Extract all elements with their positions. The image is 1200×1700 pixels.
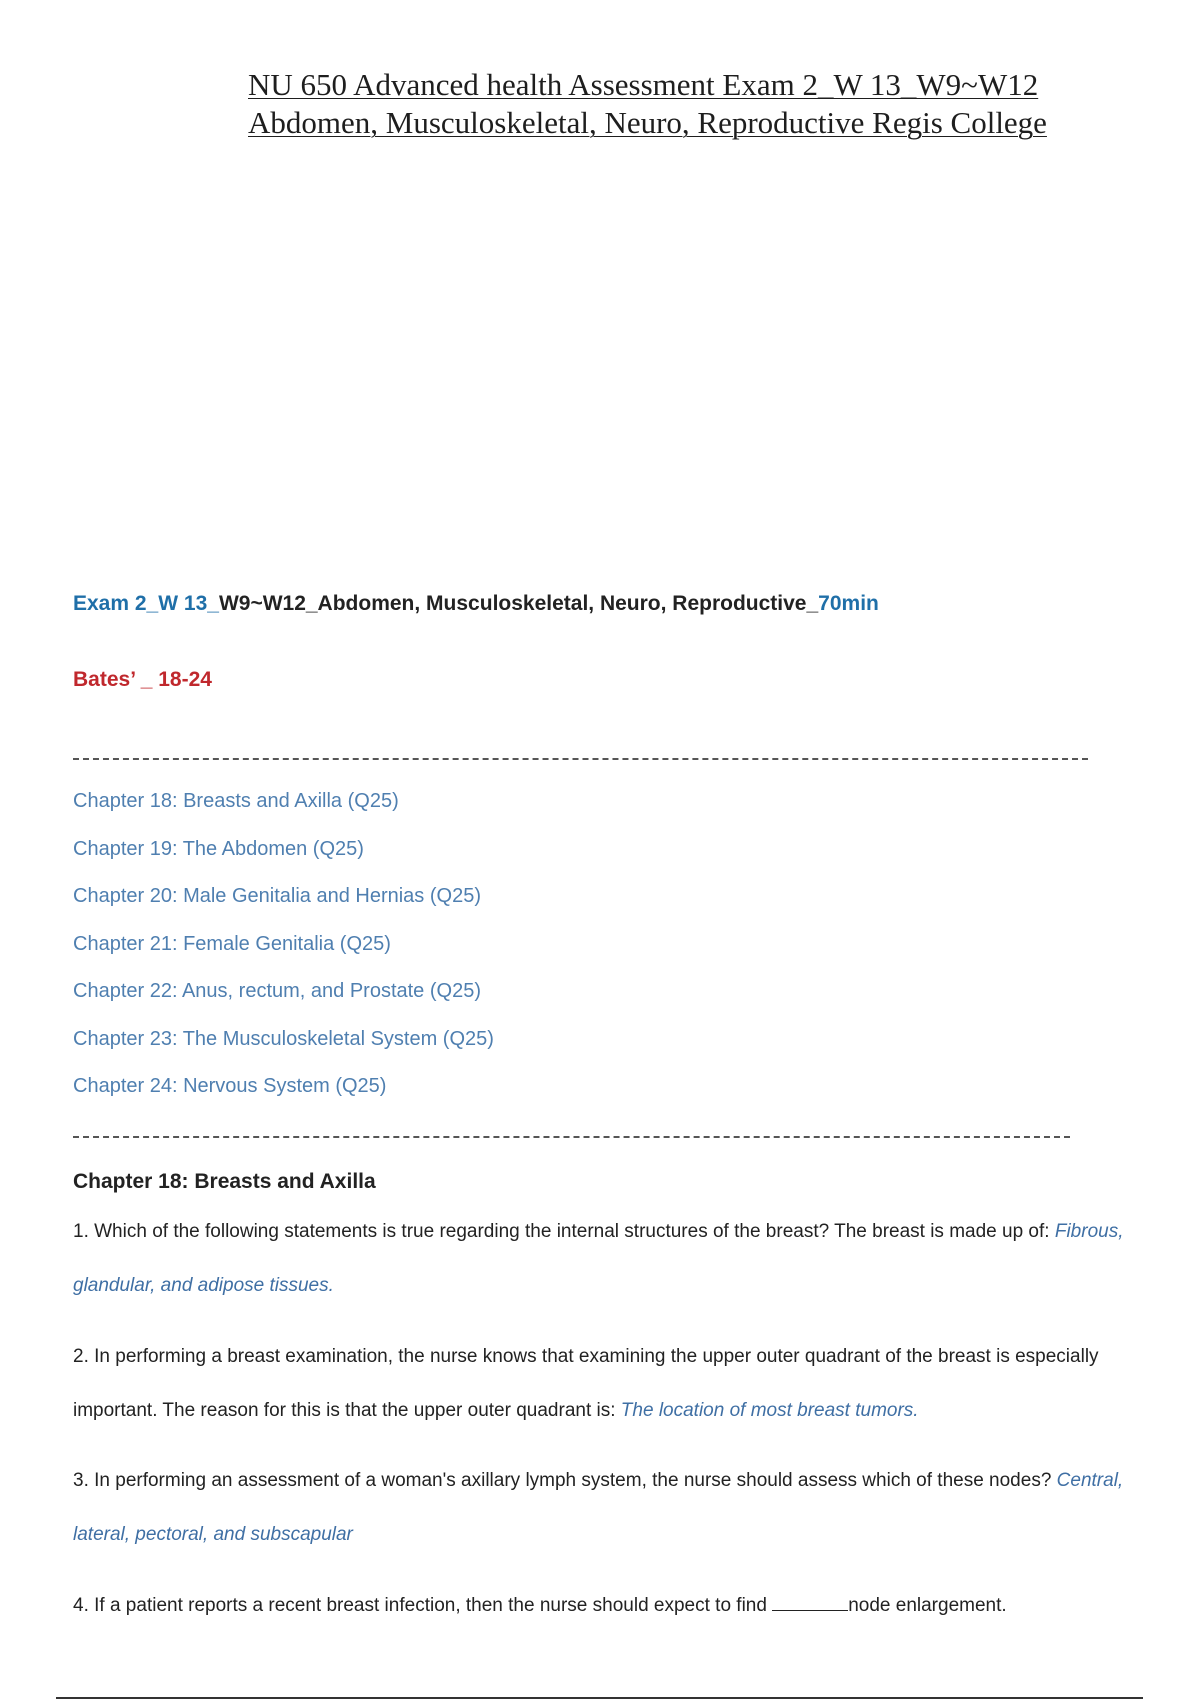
exam-heading-duration: 70min: [818, 592, 879, 615]
page-bottom-rule: [56, 1697, 1143, 1699]
question-4: [73, 1579, 1133, 1633]
chapter-list-item: Chapter 21: Female Genitalia (Q25): [73, 932, 391, 955]
question-text: 1. Which of the following statements is true regarding the internal structures of the breast? The breast is made up of:: [73, 1221, 1055, 1242]
bates-reference: Bates’ _ 18-24: [73, 668, 212, 691]
question-text: 4. If a patient reports a recent breast infection, then the nurse should expect to find: [73, 1595, 773, 1616]
question-3: [73, 1454, 1133, 1562]
exam-heading: [73, 592, 879, 616]
question-answer: Fibrous, glandular, and adipose tissues.: [73, 1221, 1124, 1296]
question-text: 3. In performing an assessment of a woman's axillary lymph system, the nurse should assess which of these nodes?: [73, 1470, 1057, 1491]
question-text-after-blank: node enlargement.: [848, 1595, 1007, 1616]
chapter-list-item: Chapter 20: Male Genitalia and Hernias (Q25): [73, 885, 481, 907]
exam-heading-middle: W9~W12_Abdomen, Musculoskeletal, Neuro, Reproductive_: [218, 592, 819, 615]
chapter-list-item: Chapter 24: Nervous System (Q25): [73, 1075, 387, 1097]
question-text: 2. In performing a breast examination, the nurse knows that examining the upper outer quadrant of the breast is especially important. The reason for this is that the upper outer quadrant is:: [73, 1346, 1099, 1421]
chapter-list-item: Chapter 23: The Musculoskeletal System (Q25): [73, 1027, 494, 1050]
question-1: [73, 1205, 1133, 1313]
question-answer: The location of most breast tumors.: [620, 1400, 919, 1421]
dashed-divider: [73, 758, 1088, 760]
document-title: [248, 66, 1128, 142]
question-answer: Central, lateral, pectoral, and subscapular: [73, 1470, 1124, 1545]
chapter-list-item: Chapter 19: The Abdomen (Q25): [73, 837, 364, 860]
exam-heading-prefix: Exam 2_W 13_: [73, 592, 219, 615]
chapter-list-item: Chapter 18: Breasts and Axilla (Q25): [73, 790, 399, 812]
title-line-1: NU 650 Advanced health Assessment Exam 2_W 13_W9~W12: [248, 67, 1039, 102]
chapter-list: [73, 790, 494, 1123]
dashed-divider: [73, 1136, 1070, 1138]
section-heading: Chapter 18: Breasts and Axilla: [73, 1170, 376, 1193]
title-line-2: Abdomen, Musculoskeletal, Neuro, Reproductive Regis College: [248, 105, 1047, 140]
question-2: [73, 1330, 1133, 1438]
chapter-list-item: Chapter 22: Anus, rectum, and Prostate (Q25): [73, 980, 481, 1002]
fill-in-blank: [772, 1594, 848, 1611]
